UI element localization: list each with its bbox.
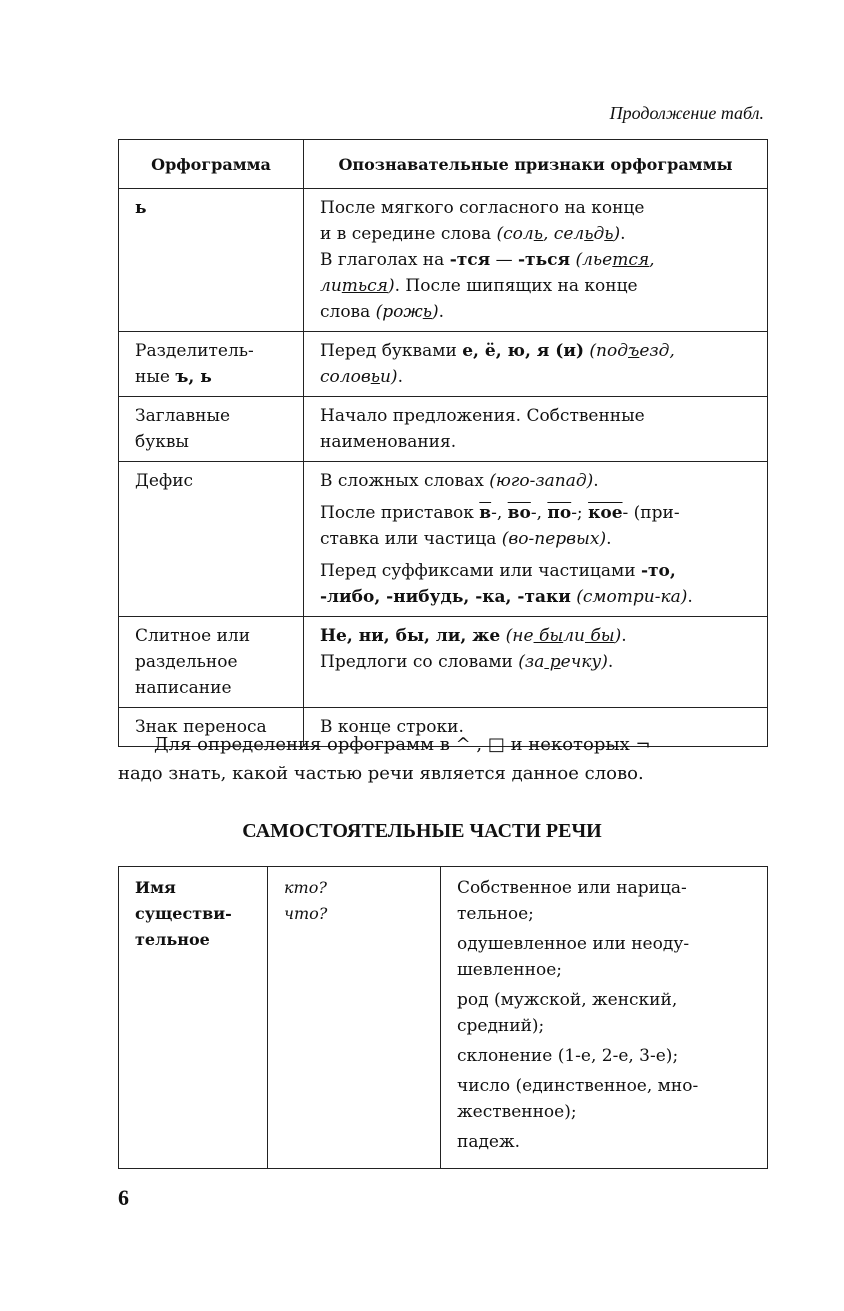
feature-item: падеж.: [457, 1132, 521, 1152]
header-orthogram: Орфограмма: [119, 140, 304, 189]
row-name: ь: [119, 189, 304, 332]
row-description: Перед буквами е, ё, ю, я (и) (подъезд, соловьи).: [304, 332, 768, 397]
note-line-1: Для определения орфограмм в ^ , □ и некоторых ¬: [154, 734, 651, 755]
parts-of-speech-table: [118, 866, 768, 1169]
feature-item: одушевленное или неоду- шевленное;: [457, 934, 690, 980]
note-line-2: надо знать, какой частью речи является данное слово.: [118, 763, 644, 784]
row-description: В конце строки.: [304, 708, 768, 747]
feature-item: Собственное или нарица- тельное;: [457, 878, 687, 924]
row-name: Разделитель- ные ъ, ь: [119, 332, 304, 397]
feature-item: склонение (1-е, 2-е, 3-е);: [457, 1046, 679, 1066]
table-row: [119, 332, 768, 397]
row-description: В сложных словах (юго-запад). После приставок в-, во-, по-; кое- (при- ставка или частица (во-первых). Перед суффиксами или частицами -то, -либо, -нибудь, -ка, -таки (смотри-ка).: [304, 462, 768, 617]
table-row: [119, 617, 768, 708]
row-name: Заглавные буквы: [119, 397, 304, 462]
row-description: Не, ни, бы, ли, же (не были бы). Предлоги со словами (за речку).: [304, 617, 768, 708]
continuation-label: Продолжение табл.: [609, 103, 764, 123]
feature-item: род (мужской, женский, средний);: [457, 990, 678, 1036]
page-number: 6: [118, 1185, 129, 1210]
row-name: Знак переноса: [119, 708, 304, 747]
table-header-row: [119, 140, 768, 189]
row-description: Начало предложения. Собственные наименования.: [304, 397, 768, 462]
table-row: [119, 867, 768, 1169]
question: кто?: [284, 878, 327, 897]
section-heading: САМОСТОЯТЕЛЬНЫЕ ЧАСТИ РЕЧИ: [242, 820, 602, 842]
spelling-rules-table: [118, 139, 768, 747]
row-name: Дефис: [119, 462, 304, 617]
question: что?: [284, 904, 328, 923]
note-paragraph: [118, 730, 768, 788]
table-row: [119, 397, 768, 462]
part-of-speech-name: Имя существи- тельное: [119, 867, 268, 1169]
row-description: После мягкого согласного на конце и в середине слова (соль, сельдь). В глаголах на -тся — -ться (льется, литься). После шипящих на конце слова (рожь).: [304, 189, 768, 332]
part-of-speech-questions: [268, 867, 441, 1169]
table-row: [119, 189, 768, 332]
header-features: Опознавательные признаки орфограммы: [304, 140, 768, 189]
part-of-speech-features: [441, 867, 768, 1169]
row-name: Слитное или раздельное написание: [119, 617, 304, 708]
feature-item: число (единственное, мно- жественное);: [457, 1076, 699, 1122]
table-row: [119, 462, 768, 617]
